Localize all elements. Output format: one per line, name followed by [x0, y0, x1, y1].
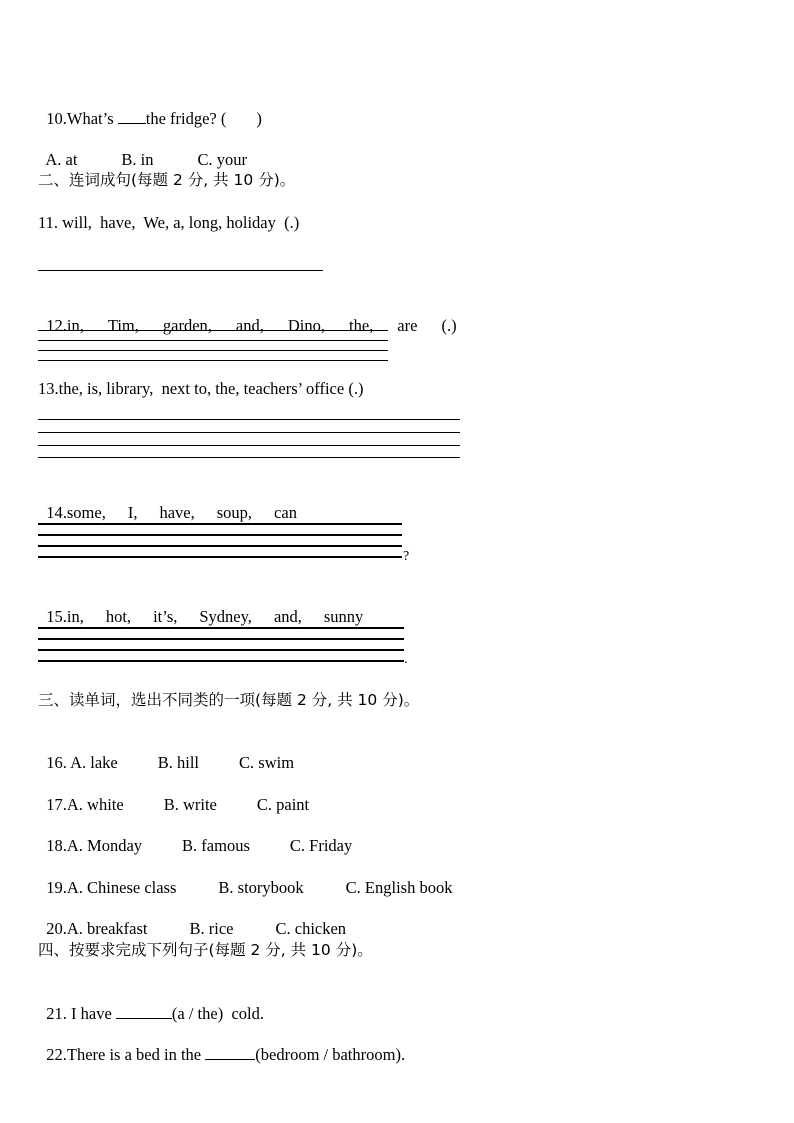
q10-option-c[interactable]: C. your — [197, 150, 248, 169]
q12-word: and, — [235, 316, 264, 335]
q16-option-a[interactable]: 16. A. lake — [46, 753, 118, 772]
q10-stem: 10.What’s — [46, 109, 118, 128]
q15-word: and, — [273, 607, 302, 626]
q20-option-c[interactable]: C. chicken — [275, 919, 347, 938]
question-22 — [38, 1024, 405, 1065]
q21-stem: 21. I have — [46, 1004, 116, 1023]
question-14 — [38, 483, 297, 523]
question-20 — [38, 899, 346, 939]
q14-word: can — [274, 503, 297, 522]
q15-word: Sydney, — [199, 607, 252, 626]
q15-answer-line[interactable] — [38, 638, 404, 640]
q10-paren-close: ) — [256, 109, 262, 128]
q14-answer-line[interactable] — [38, 523, 402, 525]
q14-answer-line[interactable] — [38, 534, 402, 536]
q22-stem: 22.There is a bed in the — [46, 1045, 206, 1064]
q15-word: hot, — [105, 607, 132, 626]
q13-answer-line[interactable] — [38, 457, 460, 458]
q13-answer-line[interactable] — [38, 419, 460, 420]
section-4-title: 四、按要求完成下列句子(每题 2 分, 共 10 分)。 — [38, 941, 373, 959]
q15-word: 15.in, — [46, 607, 84, 626]
q12-answer-line[interactable] — [38, 360, 388, 361]
q21-blank[interactable] — [116, 1003, 172, 1019]
q16-option-b[interactable]: B. hill — [157, 753, 200, 772]
q20-option-a[interactable]: 20.A. breakfast — [46, 919, 148, 938]
q10-stem-rest: the fridge? ( — [145, 109, 227, 128]
q12-word: garden, — [162, 316, 212, 335]
q13-answer-line[interactable] — [38, 432, 460, 433]
q14-word: have, — [159, 503, 195, 522]
q18-option-a[interactable]: 18.A. Monday — [46, 836, 143, 855]
q16-option-c[interactable]: C. swim — [239, 753, 295, 772]
q15-answer-line[interactable] — [38, 649, 404, 651]
q18-option-c[interactable]: C. Friday — [289, 836, 353, 855]
section-3-title: 三、读单词，选出不同类的一项(每题 2 分, 共 10 分)。 — [38, 691, 420, 709]
q22-hint: (bedroom / bathroom). — [255, 1045, 406, 1064]
question-17 — [38, 775, 309, 815]
q15-end-mark: . — [404, 652, 408, 667]
q12-word: are — [397, 316, 418, 335]
q14-word: 14.some, — [46, 503, 106, 522]
q19-option-a[interactable]: 19.A. Chinese class — [46, 878, 177, 897]
question-13: 13.the, is, library, next to, the, teachers’ office (.) — [38, 379, 364, 398]
q10-blank[interactable] — [118, 108, 146, 124]
q14-word: I, — [127, 503, 138, 522]
q10-option-a[interactable]: A. at — [45, 150, 78, 169]
question-16 — [38, 733, 294, 773]
q15-answer-line[interactable] — [38, 660, 404, 662]
q10-options — [38, 130, 247, 170]
q21-hint: (a / the) cold. — [171, 1004, 264, 1023]
q22-blank[interactable] — [205, 1044, 255, 1060]
q14-end-mark: ? — [403, 549, 410, 564]
question-21 — [38, 983, 264, 1024]
q12-word: Dino, — [287, 316, 325, 335]
question-10 — [38, 88, 262, 129]
q15-answer-line[interactable] — [38, 627, 404, 629]
question-19 — [38, 858, 452, 898]
question-15 — [38, 587, 363, 627]
q12-answer-line[interactable] — [38, 350, 388, 351]
q14-answer-line[interactable] — [38, 545, 402, 547]
q12-answer-line[interactable] — [38, 340, 388, 341]
q12-word: Tim, — [107, 316, 139, 335]
q12-word: (.) — [441, 316, 457, 335]
q12-word: 12.in, — [46, 316, 84, 335]
q10-option-b[interactable]: B. in — [121, 150, 154, 169]
q15-word: sunny — [323, 607, 364, 626]
q17-option-a[interactable]: 17.A. white — [46, 795, 124, 814]
q12-word: the, — [349, 316, 374, 335]
q12-answer-line[interactable] — [38, 330, 388, 331]
q19-option-c[interactable]: C. English book — [345, 878, 453, 897]
q13-answer-line[interactable] — [38, 445, 460, 446]
question-18 — [38, 816, 352, 856]
q19-option-b[interactable]: B. storybook — [218, 878, 304, 897]
q14-answer-line[interactable] — [38, 556, 402, 558]
q11-answer-line[interactable] — [38, 270, 323, 271]
q17-option-b[interactable]: B. write — [163, 795, 217, 814]
q15-word: it’s, — [153, 607, 178, 626]
q17-option-c[interactable]: C. paint — [256, 795, 310, 814]
question-11: 11. will, have, We, a, long, holiday (.) — [38, 213, 300, 232]
q20-option-b[interactable]: B. rice — [189, 919, 234, 938]
q14-word: soup, — [216, 503, 253, 522]
q18-option-b[interactable]: B. famous — [182, 836, 250, 855]
section-2-title: 二、连词成句(每题 2 分, 共 10 分)。 — [38, 171, 296, 189]
